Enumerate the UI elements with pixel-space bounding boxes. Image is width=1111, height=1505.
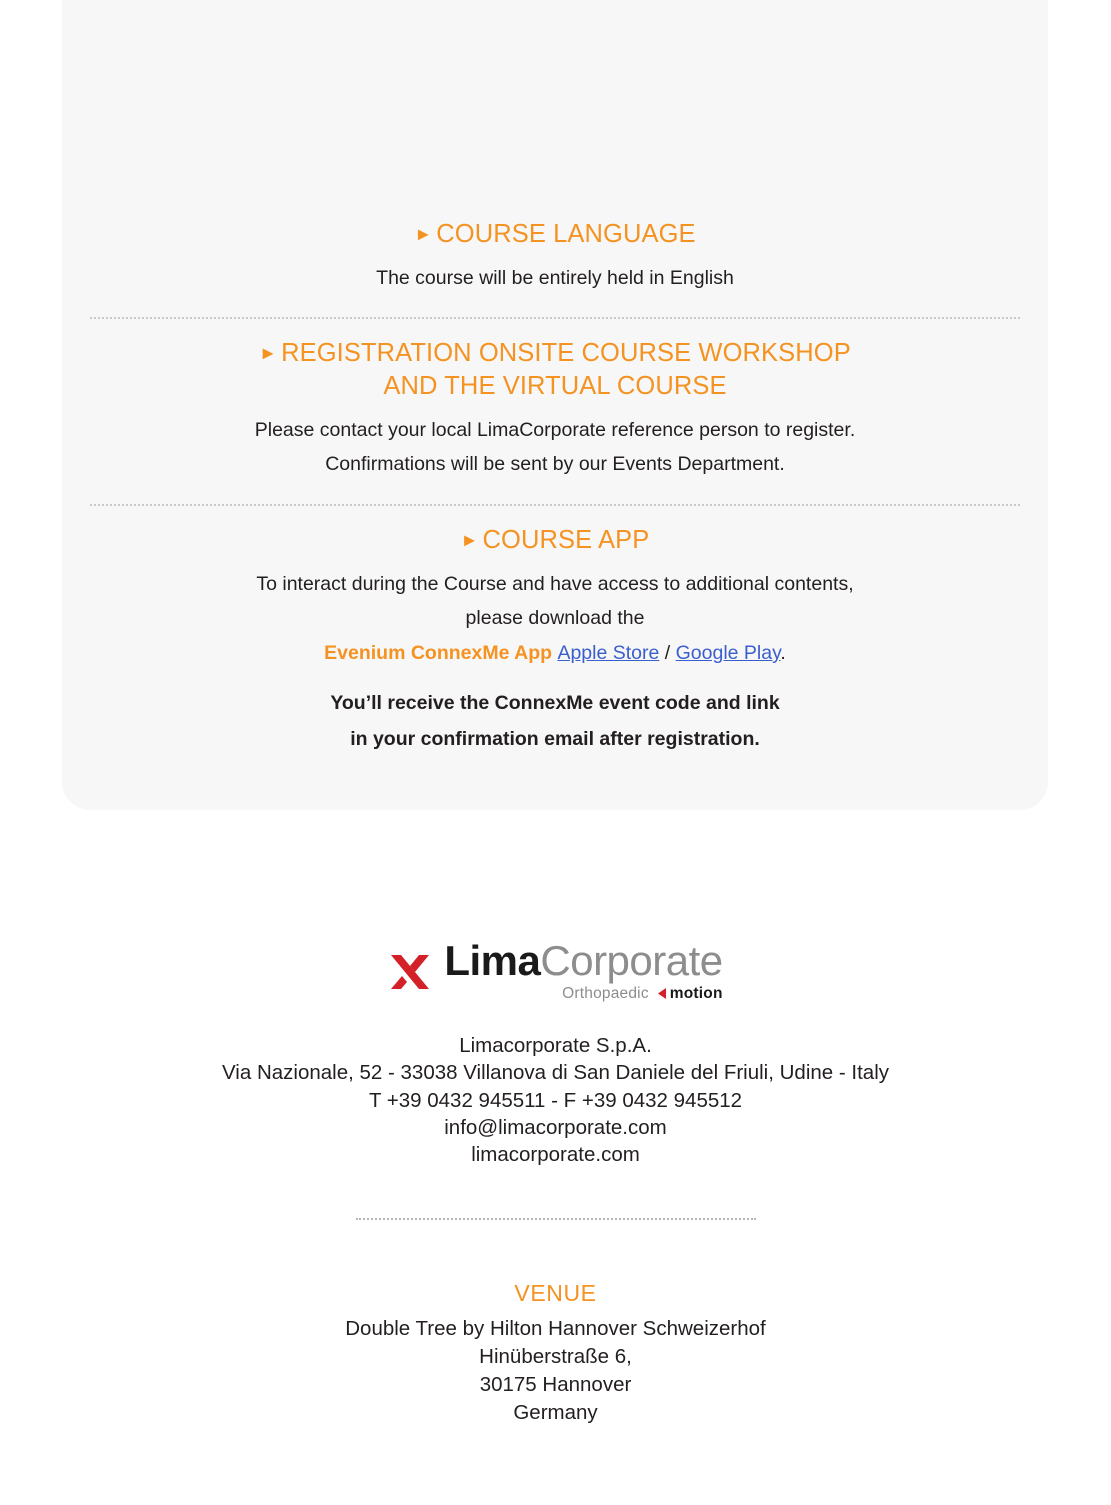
course-language-heading-text: COURSE LANGUAGE bbox=[436, 220, 696, 248]
logo-motion bbox=[655, 986, 723, 1002]
venue-line-4: Germany bbox=[513, 1400, 598, 1424]
section-course-language bbox=[90, 218, 1020, 295]
divider-3 bbox=[356, 1218, 756, 1220]
course-app-note-line2: in your confirmation email after registration. bbox=[350, 727, 760, 750]
address-phone: T +39 0432 945511 - F +39 0432 945512 bbox=[368, 1088, 743, 1112]
course-app-body-line1: To interact during the Course and have access to additional contents, bbox=[256, 572, 854, 595]
course-app-note bbox=[90, 685, 1020, 757]
company-logo bbox=[0, 937, 1111, 1002]
address-email: info@limacorporate.com bbox=[444, 1115, 667, 1139]
info-card bbox=[62, 0, 1048, 810]
motion-arrow-icon bbox=[655, 987, 668, 1000]
triangle-marker-icon: ► bbox=[259, 343, 278, 364]
venue-line-3: 30175 Hannover bbox=[479, 1372, 632, 1396]
triangle-marker-icon: ► bbox=[414, 224, 433, 244]
address-website: limacorporate.com bbox=[471, 1143, 640, 1166]
registration-heading-line2: AND THE VIRTUAL COURSE bbox=[383, 371, 727, 400]
link-period: . bbox=[780, 642, 786, 665]
registration-body bbox=[90, 413, 1020, 482]
apple-store-link[interactable]: Apple Store bbox=[557, 642, 660, 665]
company-address bbox=[0, 1032, 1111, 1168]
logo-word-lima: Lima bbox=[444, 937, 541, 984]
logo-tagline bbox=[444, 986, 722, 1002]
logo-motion-text: motion bbox=[669, 985, 723, 1002]
link-separator: / bbox=[659, 642, 676, 665]
course-app-body-line2: please download the bbox=[465, 607, 645, 630]
section-course-app bbox=[90, 524, 1020, 757]
logo-word-corporate: Corporate bbox=[540, 937, 723, 984]
logo-wordmark bbox=[444, 937, 723, 984]
info-card-content bbox=[62, 218, 1048, 757]
registration-heading bbox=[90, 337, 1020, 370]
venue-block bbox=[0, 1280, 1111, 1427]
divider-3-wrap bbox=[0, 1218, 1111, 1220]
logo-row bbox=[388, 937, 723, 1002]
course-language-heading bbox=[90, 218, 1020, 251]
address-company: Limacorporate S.p.A. bbox=[459, 1034, 652, 1057]
registration-heading-line2-wrap bbox=[90, 370, 1020, 403]
connexme-app-name: Evenium ConnexMe App bbox=[324, 642, 553, 665]
address-street: Via Nazionale, 52 - 33038 Villanova di San Daniele del Friuli, Udine - Italy bbox=[221, 1061, 890, 1085]
logo-tagline-text: Orthopaedic bbox=[562, 985, 649, 1002]
lima-x-mark-icon bbox=[388, 949, 432, 993]
registration-body-line1: Please contact your local LimaCorporate reference person to register. bbox=[254, 418, 856, 441]
registration-body-line2: Confirmations will be sent by our Events Department. bbox=[325, 453, 785, 476]
course-app-body bbox=[90, 567, 1020, 671]
course-app-note-line1: You’ll receive the ConnexMe event code and link bbox=[330, 691, 780, 714]
registration-heading-line1: REGISTRATION ONSITE COURSE WORKSHOP bbox=[281, 339, 851, 368]
course-app-heading-text: COURSE APP bbox=[482, 525, 650, 554]
divider-2 bbox=[90, 504, 1020, 506]
course-app-heading bbox=[90, 524, 1020, 557]
divider-1 bbox=[90, 317, 1020, 319]
triangle-marker-icon: ► bbox=[460, 529, 479, 550]
venue-title: VENUE bbox=[514, 1280, 597, 1306]
venue-line-2: Hinüberstraße 6, bbox=[479, 1344, 632, 1368]
section-registration bbox=[90, 337, 1020, 482]
course-language-body: The course will be entirely held in English bbox=[376, 266, 734, 289]
google-play-link[interactable]: Google Play bbox=[675, 642, 781, 665]
venue-line-1: Double Tree by Hilton Hannover Schweizerhof bbox=[345, 1317, 766, 1340]
logo-text bbox=[444, 937, 723, 1002]
